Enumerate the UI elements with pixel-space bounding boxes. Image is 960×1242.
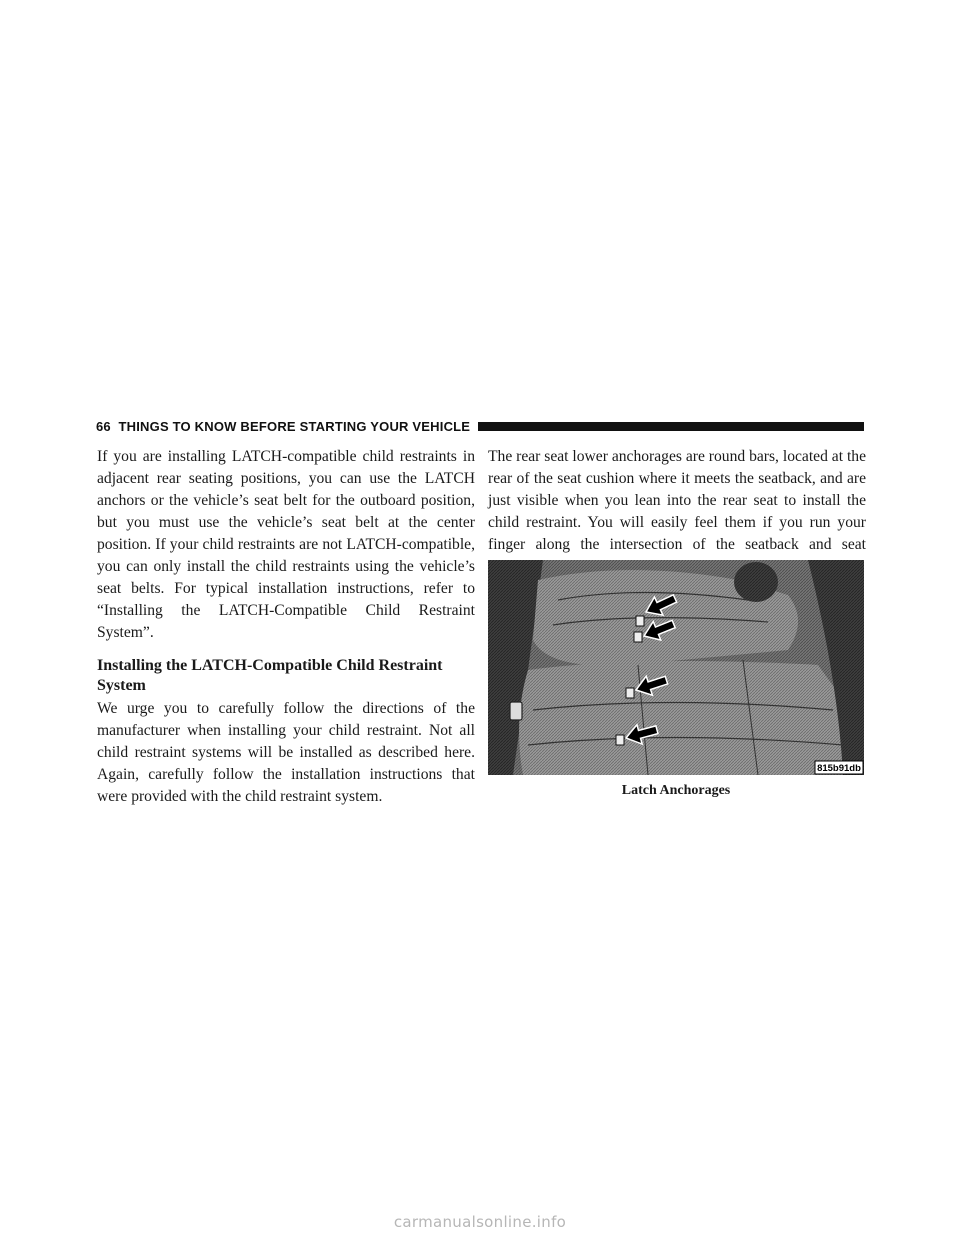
anchor-hook — [626, 688, 634, 698]
image-code: 815b91db — [817, 763, 861, 774]
anchor-hook — [634, 632, 642, 642]
section-subheading: Installing the LATCH-Compatible Child Restraint System — [97, 657, 443, 694]
body-paragraph: The rear seat lower anchorages are round bars, located at the rear of the seat cushion where it meets the seatback, and are just visible when you lean into the rear seat to install the child restraint. You will easily feel them if you run your finger along the intersection of the seatback and seat — [488, 448, 866, 553]
latch-anchorages-figure — [488, 560, 864, 775]
figure-caption: Latch Anchorages — [621, 783, 731, 798]
page-number: 66 — [96, 418, 111, 434]
anchor-hook — [636, 616, 644, 626]
anchor-hook — [616, 735, 624, 745]
body-paragraph: We urge you to carefully follow the directions of the manufacturer when installing your child restraint. Not all child restraint systems will be installed as described here. Again, carefully follow the installation instructions that were provided with the child restraint system. — [97, 700, 475, 805]
page-header — [96, 416, 864, 436]
right-column — [488, 446, 866, 578]
section-title: THINGS TO KNOW BEFORE STARTING YOUR VEHICLE — [118, 418, 471, 434]
seat-cushion — [519, 661, 858, 775]
left-column — [97, 446, 475, 808]
seat-illustration — [488, 560, 864, 775]
header-text — [96, 419, 470, 434]
latch-clip — [510, 702, 522, 720]
headrest — [734, 562, 778, 602]
body-paragraph: If you are installing LATCH-compatible child restraints in adjacent rear seating positions, you can use the LATCH anchors or the vehicle’s seat belt for the outboard position, but you must use the vehicle’s seat belt at the center position. If your child restraints are not LATCH-compatible, you can only install the child restraints using the vehicle’s seat belts. For typical installation instructions, refer to “Installing the LATCH-Compatible Child Restraint System”. — [97, 448, 475, 641]
header-rule — [478, 422, 864, 431]
watermark: carmanualsonline.info — [393, 1213, 567, 1231]
